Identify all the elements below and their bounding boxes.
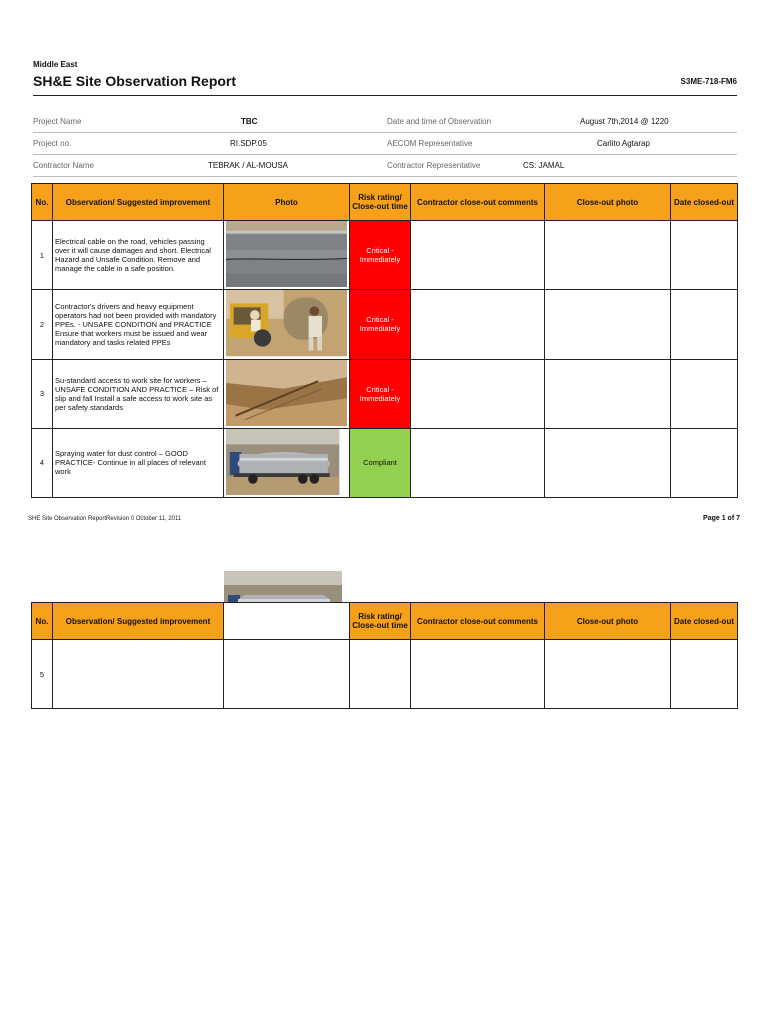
excavation-access-photo-icon [226, 360, 347, 426]
col-header-comments: Contractor close-out comments [411, 603, 545, 640]
water-tanker-photo [224, 428, 350, 497]
info-row-project-name [33, 110, 737, 133]
region-label: Middle East [33, 60, 78, 69]
row-comments [411, 428, 545, 497]
col-header-photo: Photo [224, 184, 350, 221]
col-header-photo-blank [224, 603, 350, 640]
row-observation: Electrical cable on the road, vehicles passing over it will cause damages and short. Electrical Hazard and Unsafe Condition. Remove and manage the cable in a safe position. [53, 221, 224, 290]
row-date [671, 428, 738, 497]
contractor-value: TEBRAK / AL-MOUSA [208, 161, 289, 170]
row-date [671, 290, 738, 359]
risk-badge-critical: Critical - Immediately [350, 290, 411, 359]
row-observation: Spraying water for dust control – GOOD PRACTICE- Continue in all places of relevant work [53, 428, 224, 497]
risk-badge-critical: Critical - Immediately [350, 221, 411, 290]
row-number: 1 [32, 221, 53, 290]
row-observation: Contractor's drivers and heavy equipment operators had not been provided with mandatory PPEs. - UNSAFE CONDITION and PRACTICE Ensure that workers must be issued and wear mandatory and tasks related PPEs [53, 290, 224, 359]
report-title: SH&E Site Observation Report [33, 73, 237, 89]
equipment-operator-photo [224, 290, 350, 359]
observation-table [31, 183, 738, 498]
equipment-operator-photo-icon [226, 290, 347, 356]
excavation-access-photo [224, 359, 350, 428]
col-header-no: No. [32, 603, 53, 640]
row-date [671, 359, 738, 428]
col-header-observation: Observation/ Suggested improvement [53, 603, 224, 640]
water-tanker-photo-icon [226, 429, 347, 495]
info-row-project-no [33, 132, 737, 155]
row-date [671, 640, 738, 709]
footer-page-number: Page 1 of 7 [703, 515, 740, 522]
road-cable-photo-icon [226, 221, 347, 287]
col-header-closeout-photo: Close-out photo [545, 603, 671, 640]
row-observation [53, 640, 224, 709]
col-header-date: Date closed-out [671, 184, 738, 221]
row-comments [411, 359, 545, 428]
col-header-no: No. [32, 184, 53, 221]
road-cable-photo [224, 221, 350, 290]
row-observation: Su-standard access to work site for workers – UNSAFE CONDITION AND PRACTICE – Risk of slip and fall Install a safe access to work site as per safety standards [53, 359, 224, 428]
row-number: 3 [32, 359, 53, 428]
footer-revision: SHE Site Observation ReportRevision 0 October 11, 2011 [28, 516, 182, 522]
row-number: 4 [32, 428, 53, 497]
col-header-risk: Risk rating/ Close-out time [350, 184, 411, 221]
row-comments [411, 290, 545, 359]
row-closeout-photo [545, 290, 671, 359]
row-closeout-photo [545, 359, 671, 428]
row-comments [411, 640, 545, 709]
row-comments [411, 221, 545, 290]
date-value: August 7th,2014 @ 1220 [580, 117, 669, 126]
project-no-label: Project no. [33, 139, 72, 148]
project-no-value: RI.SDP.05 [230, 139, 267, 148]
row-closeout-photo [545, 221, 671, 290]
date-label: Date and time of Observation [387, 117, 492, 126]
contractor-rep-label: Contractor Representative [387, 161, 481, 170]
aecom-value: Carlito Agtarap [597, 139, 650, 148]
col-header-comments: Contractor close-out comments [411, 184, 545, 221]
row-number: 5 [32, 640, 53, 709]
row-photo [224, 640, 350, 709]
aecom-label: AECOM Representative [387, 139, 473, 148]
table-row [32, 221, 738, 290]
col-header-risk: Risk rating/ Close-out time [350, 603, 411, 640]
table-header-row [32, 603, 738, 640]
info-row-contractor [33, 154, 737, 177]
table-header-row [32, 184, 738, 221]
project-name-value: TBC [241, 117, 258, 126]
table-row [32, 290, 738, 359]
title-divider [33, 95, 737, 96]
row-number: 2 [32, 290, 53, 359]
contractor-rep-value: CS: JAMAL [523, 161, 565, 170]
contractor-label: Contractor Name [33, 161, 94, 170]
col-header-closeout-photo: Close-out photo [545, 184, 671, 221]
row-date [671, 221, 738, 290]
row-closeout-photo [545, 640, 671, 709]
project-name-label: Project Name [33, 117, 82, 126]
table-row [32, 359, 738, 428]
risk-badge-critical: Critical - Immediately [350, 359, 411, 428]
row-risk [350, 640, 411, 709]
col-header-observation: Observation/ Suggested improvement [53, 184, 224, 221]
table-row [32, 640, 738, 709]
form-code: S3ME-718-FM6 [680, 77, 737, 86]
risk-badge-compliant: Compliant [350, 428, 411, 497]
table-row [32, 428, 738, 497]
col-header-date: Date closed-out [671, 603, 738, 640]
observation-table-page-2 [31, 602, 738, 709]
row-closeout-photo [545, 428, 671, 497]
